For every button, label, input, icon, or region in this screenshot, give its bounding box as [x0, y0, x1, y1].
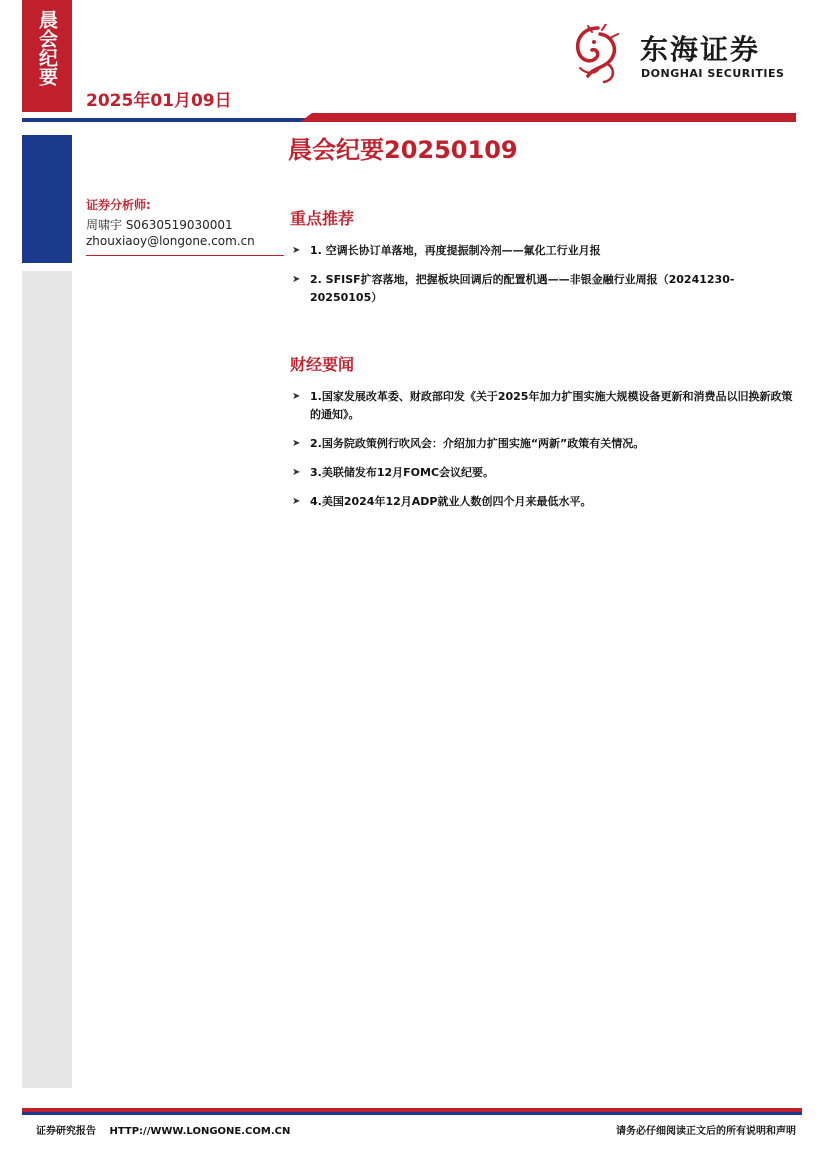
news-item-text: 2.国务院政策例行吹风会：介绍加力扩围实施“两新”政策有关情况。	[310, 437, 645, 450]
footer-disclaimer: 请务必仔细阅读正文后的所有说明和声明	[616, 1126, 796, 1137]
recommend-list	[290, 242, 798, 318]
dragon-logo-icon	[570, 24, 626, 86]
news-item[interactable]	[290, 493, 798, 511]
arrow-bullet-icon: ➤	[292, 467, 301, 478]
analyst-label: 证券分析师:	[86, 198, 151, 212]
news-item[interactable]	[290, 464, 798, 482]
analyst-divider	[86, 255, 284, 256]
analyst-name: 周啸宇 S0630519030001	[86, 218, 233, 232]
arrow-bullet-icon: ➤	[292, 391, 301, 402]
logo-chinese-name: 东海证券	[640, 33, 761, 66]
arrow-bullet-icon: ➤	[292, 438, 301, 449]
report-type-tag	[22, 0, 72, 112]
section-title-news: 财经要闻	[290, 355, 355, 374]
news-item-text: 1.国家发展改革委、财政部印发《关于2025年加力扩围实施大规模设备更新和消费品以旧换新政策的通知》。	[310, 390, 793, 421]
left-sidebar-gray-block	[22, 271, 72, 1088]
page-title: 晨会纪要20250109	[288, 136, 518, 164]
recommend-item[interactable]	[290, 271, 798, 307]
company-logo	[570, 24, 800, 88]
news-item[interactable]	[290, 435, 798, 453]
recommend-item-text: 1. 空调长协订单落地，再度提振制冷剂——氟化工行业月报	[310, 244, 601, 257]
news-list	[290, 388, 798, 522]
news-item-text: 3.美联储发布12月FOMC会议纪要。	[310, 466, 495, 479]
footer-url-link[interactable]: HTTP://WWW.LONGONE.COM.CN	[109, 1126, 291, 1137]
recommend-item-text: 2. SFISF扩容落地，把握板块回调后的配置机遇——非银金融行业周报（20241230-20250105）	[310, 273, 735, 304]
left-sidebar-blue-block	[22, 135, 72, 263]
report-type-tag-text: 晨会纪要	[36, 10, 58, 86]
footer-left	[36, 1122, 300, 1137]
header-divider-red	[300, 113, 796, 122]
arrow-bullet-icon: ➤	[292, 274, 301, 285]
recommend-item[interactable]	[290, 242, 798, 260]
section-title-recommend: 重点推荐	[290, 209, 355, 228]
footer-divider-blue	[22, 1112, 802, 1115]
arrow-bullet-icon: ➤	[292, 245, 301, 256]
arrow-bullet-icon: ➤	[292, 496, 301, 507]
report-date: 2025年01月09日	[86, 91, 232, 111]
news-item-text: 4.美国2024年12月ADP就业人数创四个月来最低水平。	[310, 495, 592, 508]
logo-english-name: DONGHAI SECURITIES	[641, 67, 785, 80]
news-item[interactable]	[290, 388, 798, 424]
analyst-email[interactable]: zhouxiaoy@longone.com.cn	[86, 234, 255, 248]
footer-report-type: 证券研究报告	[36, 1126, 96, 1137]
